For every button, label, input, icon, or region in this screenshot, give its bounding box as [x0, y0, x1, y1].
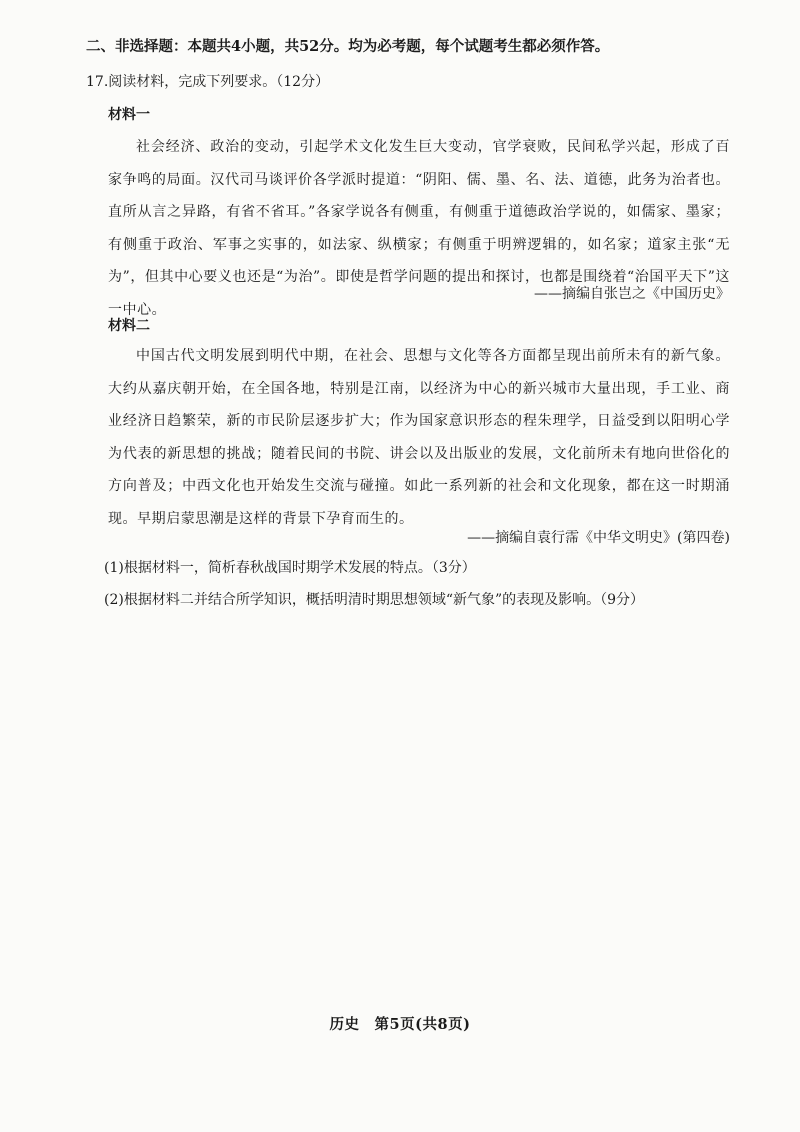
- material-2-label: 材料二: [108, 318, 150, 334]
- question-title: 17.阅读材料，完成下列要求。（12分）: [86, 74, 330, 90]
- material-2-source: ——摘编自袁行霈《中华文明史》(第四卷): [467, 530, 730, 546]
- page-footer: 历史 第5页(共8页): [329, 1016, 471, 1033]
- material-1-text: 社会经济、政治的变动，引起学术文化发生巨大变动，官学衰败，民间私学兴起，形成了百家争鸣的局面。汉代司马谈评价各学派时提道：“阴阳、儒、墨、名、法、道德，此务为治者也。直所从言之异路，有省不省耳。”各家学说各有侧重，有侧重于道德政治学说的，如儒家、墨家；有侧重于政治、军事之实事的，如法家、纵横家；有侧重于明辨逻辑的，如名家；道家主张“无为”，但其中心要义也还是“为治”。即使是哲学问题的提出和探讨，也都是围绕着“治国平天下”这一中心。: [108, 139, 730, 318]
- material-1-source: ——摘编自张岂之《中国历史》: [534, 286, 730, 302]
- sub-question-2: (2)根据材料二并结合所学知识，概括明清时期思想领域“新气象”的表现及影响。（9分）: [104, 592, 645, 608]
- sub-question-1: (1)根据材料一，简析春秋战国时期学术发展的特点。（3分）: [104, 560, 476, 576]
- material-1-label: 材料一: [108, 107, 150, 123]
- section-heading: 二、非选择题：本题共4小题，共52分。均为必考题，每个试题考生都必须作答。: [86, 38, 610, 55]
- material-2-text: 中国古代文明发展到明代中期，在社会、思想与文化等各方面都呈现出前所未有的新气象。大约从嘉庆朝开始，在全国各地，特别是江南，以经济为中心的新兴城市大量出现，手工业、商业经济日趋繁荣，新的市民阶层逐步扩大；作为国家意识形态的程朱理学，日益受到以阳明心学为代表的新思想的挑战；随着民间的书院、讲会以及出版业的发展，文化前所未有地向世俗化的方向普及；中西文化也开始发生交流与碰撞。如此一系列新的社会和文化现象，都在这一时期涌现。早期启蒙思潮是这样的背景下孕育而生的。: [108, 348, 730, 527]
